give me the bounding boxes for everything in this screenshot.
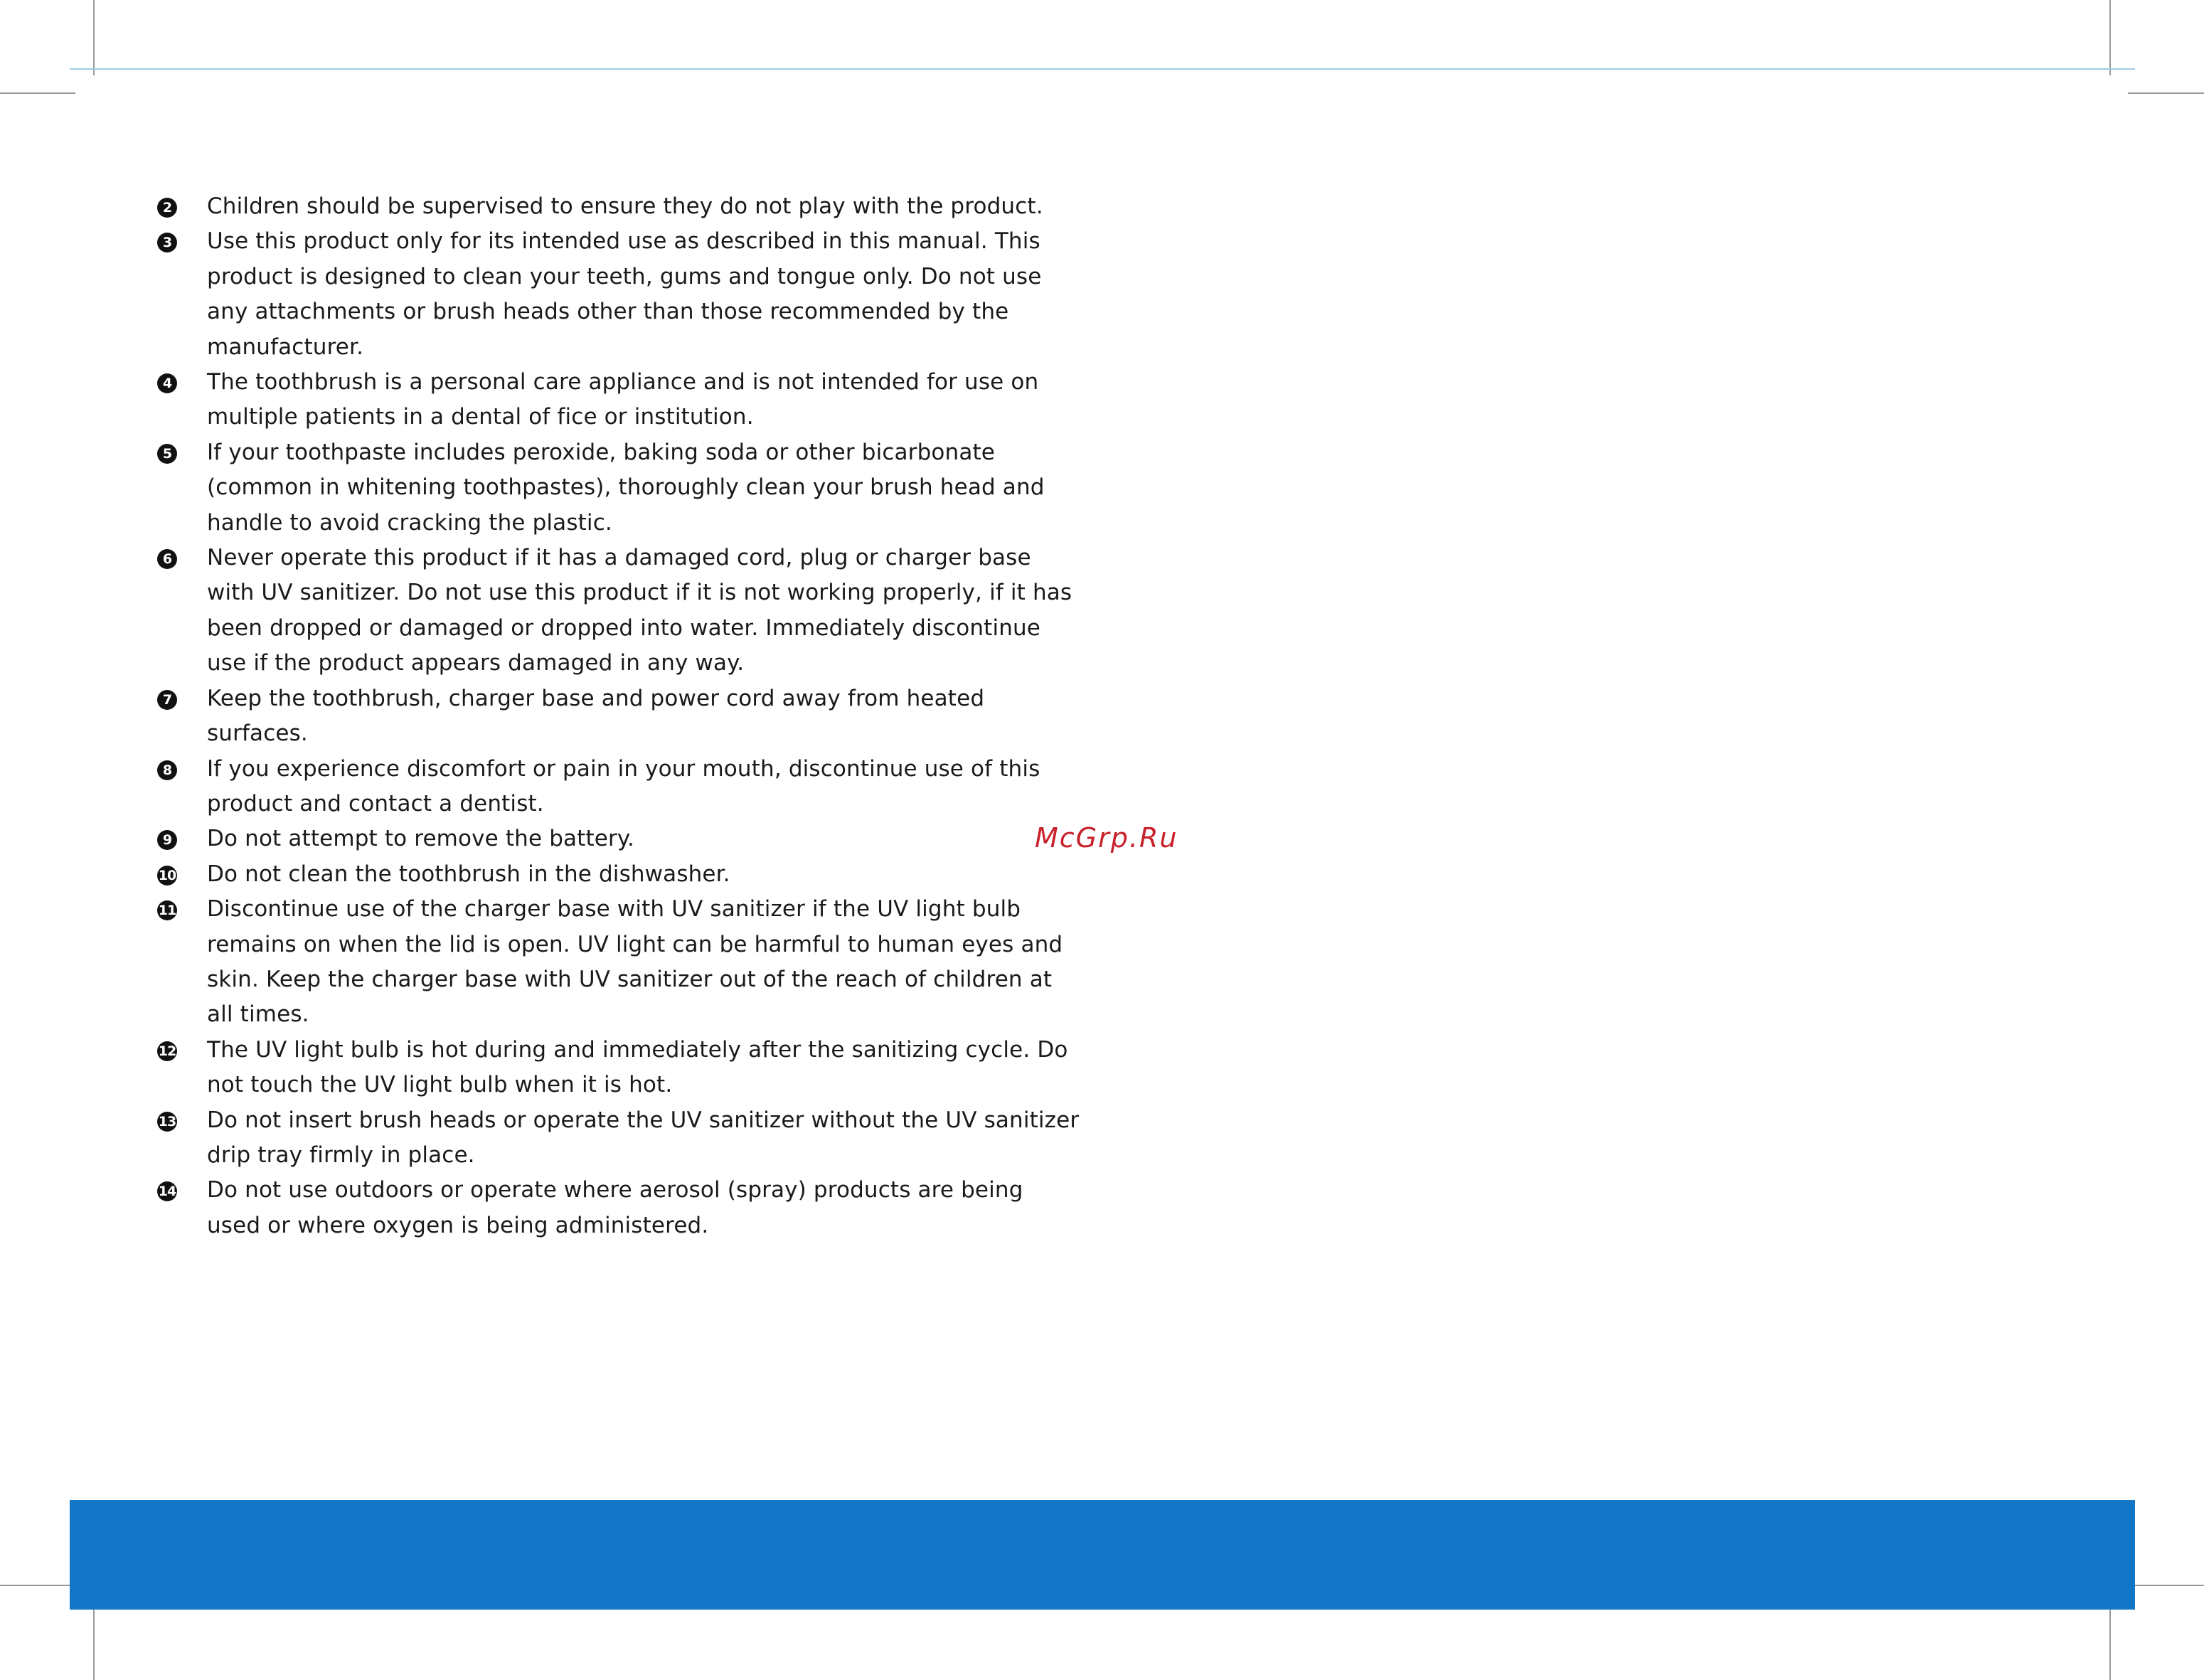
crop-mark-top-left-vertical xyxy=(93,0,95,75)
footer-band xyxy=(70,1500,2135,1610)
instruction-number-badge: 3 xyxy=(157,233,177,252)
instruction-number-badge: 12 xyxy=(157,1041,177,1061)
instruction-text: Never operate this product if it has a damaged cord, plug or charger base with UV sanitizer. Do not use this product if it is not working properly, if it has been dropped or damaged or dropped into water. Immediately discontinue use if the product appears damaged in any way. xyxy=(207,545,1072,676)
instruction-number-badge: 4 xyxy=(157,373,177,393)
instruction-text: Do not insert brush heads or operate the UV sanitizer without the UV sanitizer drip tray firmly in place. xyxy=(207,1107,1080,1168)
instruction-item xyxy=(157,1103,1082,1174)
instruction-text: The UV light bulb is hot during and immediately after the sanitizing cycle. Do not touch the UV light bulb when it is hot. xyxy=(207,1036,1068,1098)
instruction-text: Do not clean the toothbrush in the dishwasher. xyxy=(207,861,730,887)
instruction-number-badge: 2 xyxy=(157,198,177,218)
crop-mark-top-right-vertical xyxy=(2109,0,2111,75)
instruction-number-badge: 8 xyxy=(157,760,177,780)
watermark-text: McGrp.Ru xyxy=(1035,822,1178,854)
instruction-text: The toothbrush is a personal care appliance and is not intended for use on multiple patients in a dental of fice or institution. xyxy=(207,369,1039,430)
crop-mark-bottom-right-horizontal xyxy=(2128,1585,2204,1586)
instruction-item xyxy=(157,189,1082,224)
safety-instructions-list xyxy=(157,189,1082,1243)
crop-mark-bottom-right-vertical xyxy=(2109,1605,2111,1680)
instruction-item xyxy=(157,1173,1082,1243)
instruction-number-badge: 11 xyxy=(157,900,177,920)
instruction-item xyxy=(157,1033,1082,1103)
top-trim-line xyxy=(70,68,2135,70)
instruction-item xyxy=(157,224,1082,365)
instruction-number-badge: 5 xyxy=(157,444,177,464)
instruction-text: If you experience discomfort or pain in your mouth, discontinue use of this product and contact a dentist. xyxy=(207,755,1040,817)
instruction-item xyxy=(157,752,1082,822)
instruction-number-badge: 13 xyxy=(157,1112,177,1132)
instruction-item xyxy=(157,857,1082,892)
instruction-text: Children should be supervised to ensure they do not play with the product. xyxy=(207,193,1043,219)
instruction-item xyxy=(157,541,1082,681)
instruction-text: Discontinue use of the charger base with UV sanitizer if the UV light bulb remains on when the lid is open. UV light can be harmful to human eyes and skin. Keep the charger base with UV sanitizer out of the reach of children at all times. xyxy=(207,896,1063,1028)
instruction-text: Keep the toothbrush, charger base and power cord away from heated surfaces. xyxy=(207,685,985,747)
crop-mark-bottom-left-vertical xyxy=(93,1605,95,1680)
instruction-item xyxy=(157,681,1082,752)
instruction-number-badge: 9 xyxy=(157,830,177,850)
instruction-item xyxy=(157,822,1082,856)
instruction-number-badge: 14 xyxy=(157,1181,177,1201)
instruction-text: Use this product only for its intended use as described in this manual. This product is designed to clean your teeth, gums and tongue only. Do not use any attachments or brush heads other than those recommended by the manufacturer. xyxy=(207,228,1042,360)
instruction-item xyxy=(157,892,1082,1033)
crop-mark-bottom-left-horizontal xyxy=(0,1585,75,1586)
crop-mark-top-right-horizontal xyxy=(2128,92,2204,94)
instruction-number-badge: 10 xyxy=(157,866,177,886)
instruction-number-badge: 6 xyxy=(157,549,177,569)
instruction-text: If your toothpaste includes peroxide, baking soda or other bicarbonate (common in whitening toothpastes), thoroughly clean your brush head and handle to avoid cracking the plastic. xyxy=(207,439,1045,536)
instruction-item xyxy=(157,365,1082,435)
instruction-item xyxy=(157,435,1082,541)
crop-mark-top-left-horizontal xyxy=(0,92,75,94)
instruction-text: Do not attempt to remove the battery. xyxy=(207,826,634,852)
instruction-text: Do not use outdoors or operate where aerosol (spray) products are being used or where oxygen is being administered. xyxy=(207,1177,1023,1238)
instruction-number-badge: 7 xyxy=(157,690,177,710)
